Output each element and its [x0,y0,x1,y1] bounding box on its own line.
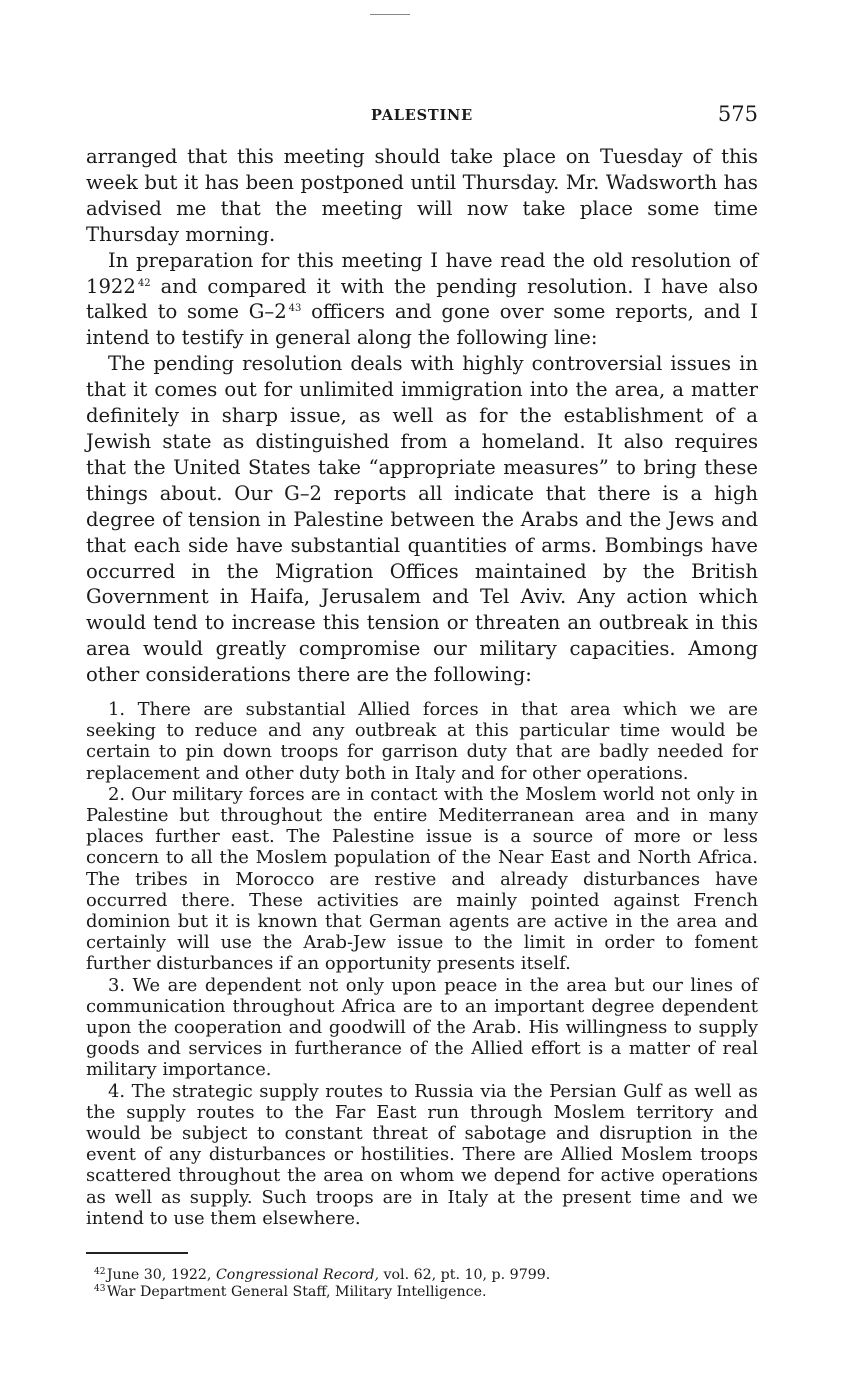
footnote-text: vol. 62, pt. 10, p. 9799. [383,1267,551,1283]
list-item: 2. Our military forces are in contact with the Moslem world not only in Palestine but throughout the entire Mediterranean area and in many places further east. The Palestine issue is a source of more or less concern to all the Moslem population of the Near East and North Africa. The tribes in Morocco are restive and already disturbances have occurred there. These activities are mainly pointed against French dominion but it is known that German agents are active in the area and certainly will use the Arab-Jew issue to the limit in order to foment further disturbances if an opportunity presents itself. [86,783,758,975]
page-header [86,102,758,128]
paragraph-text: In preparation for this meeting I have read the old resolution of 1922 [86,248,758,298]
footnote-marker: 42 [94,1267,106,1277]
list-item: 4. The strategic supply routes to Russia via the Persian Gulf as well as the supply routes to the Far East run through Moslem territory and would be subject to constant threat of sabotage and disruption in the event of any disturbances or hostilities. There are Allied Moslem troops scattered throughout the area on whom we depend for active operations as well as supply. Such troops are in Italy at the present time and we intend to use them elsewhere. [86,1080,758,1229]
paragraph-continued: arranged that this meeting should take place on Tuesday of this week but it has been postponed until Thursday. Mr. Wadsworth has advised me that the meeting will now take place some time Thursday morning. [86,145,758,246]
footnote-ref-43[interactable]: 43 [288,303,302,315]
footnote-ref-42[interactable]: 42 [137,277,151,289]
footnote-divider [86,1252,188,1254]
list-item: 3. We are dependent not only upon peace in the area but our lines of communication throughout Africa are to an important degree dependent upon the cooperation and goodwill of the Arab. His willingness to supply goods and services in furtherance of the Allied effort is a matter of real military importance. [86,974,758,1081]
footnote-43 [86,1284,758,1301]
page-number: 575 [717,102,758,126]
body-text [86,144,758,688]
footnote-marker: 43 [94,1284,106,1294]
list-item: 1. There are substantial Allied forces in that area which we are seeking to reduce and any outbreak at this particular time would be certain to pin down troops for garrison duty that are badly needed for replacement and other duty both in Italy and for other operations. [86,699,758,784]
footnote-text: War Department General Staff, Military Intelligence. [106,1284,487,1300]
footnote-text: June 30, 1922, [106,1267,212,1283]
footnote-42 [86,1267,758,1284]
paragraph-text: officers and gone over some reports, and I intend to testify in general along the following line: [86,300,758,350]
considerations-list [86,699,758,1229]
top-margin-mark [370,14,410,15]
footnote-citation-title: Congressional Record, [215,1267,379,1283]
footnotes [86,1267,758,1301]
paragraph-text: and compared it with the pending resolution. I have also talked to some G–2 [86,274,758,324]
paragraph-pending-resolution: The pending resolution deals with highly controversial issues in that it comes out for unlimited immigration into the area, a matter definitely in sharp issue, as well as for the establishment of a Jewish state as distinguished from a homeland. It also requires that the United States take “appropriate measures” to bring these things about. Our G–2 reports all indicate that there is a high degree of tension in Palestine between the Arabs and the Jews and that each side have substantial quantities of arms. Bombings have occurred in the Migration Offices maintained by the British Government in Haifa, Jerusalem and Tel Aviv. Any action which would tend to increase this tension or threaten an outbreak in this area would greatly compromise our military capacities. Among other considerations there are the following: [86,352,758,687]
paragraph-preparation [86,248,758,352]
running-title: PALESTINE [371,107,473,124]
